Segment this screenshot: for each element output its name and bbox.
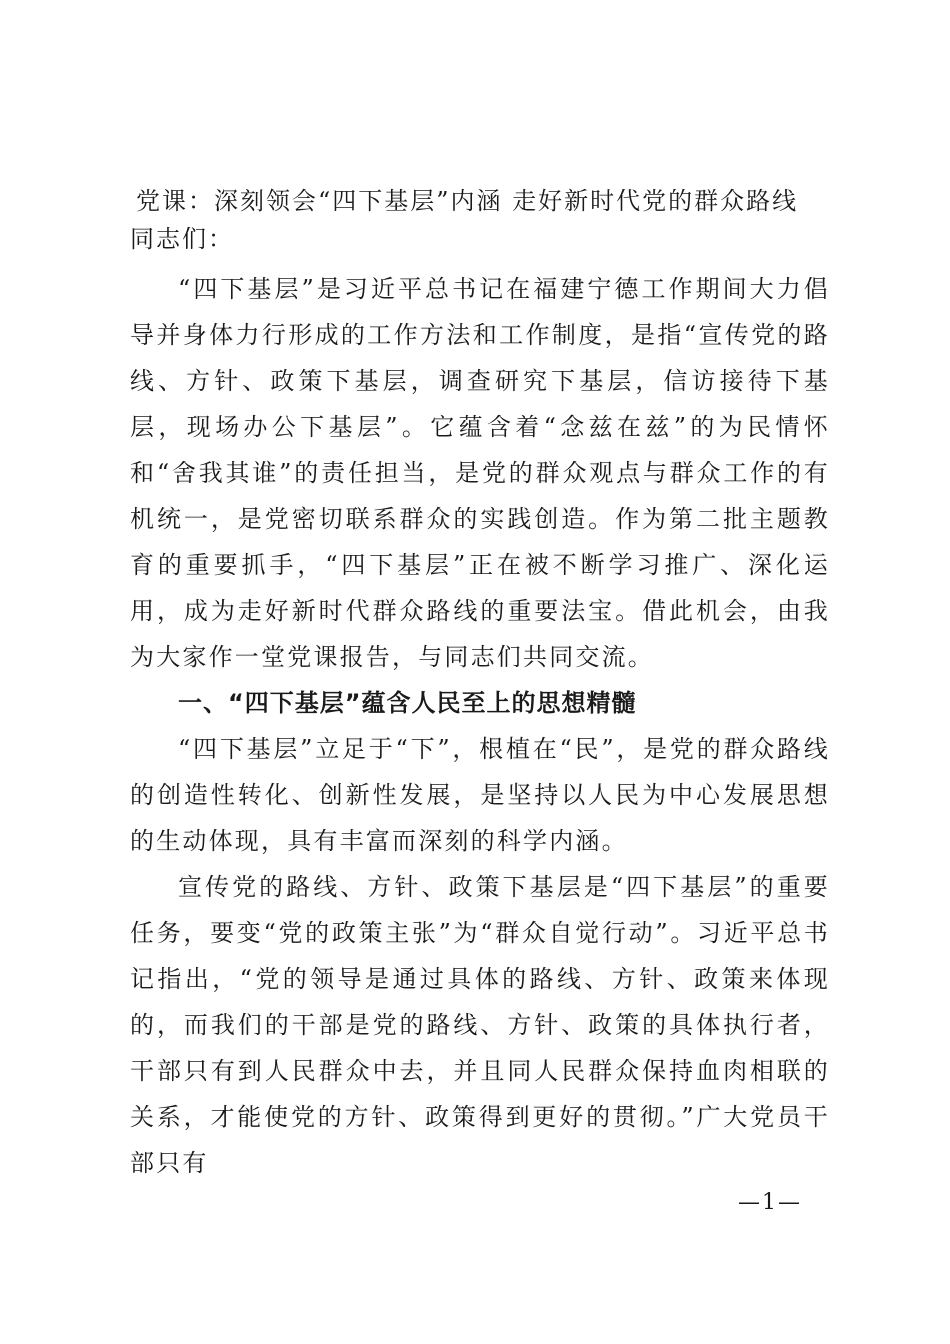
- section-heading: 一、“四下基层”蕴含人民至上的思想精髓: [178, 689, 637, 717]
- greeting: 同志们：: [130, 225, 234, 253]
- document-body: [130, 182, 830, 1186]
- section-paragraph: 宣传党的路线、方针、政策下基层是“四下基层”的重要任务，要变“党的政策主张”为“群众自觉行动”。习近平总书记指出，“党的领导是通过具体的路线、方针、政策来体现的，而我们的干部是党的路线、方针、政策的具体执行者，干部只有到人民群众中去，并且同人民群众保持血肉相联的关系，才能使党的方针、政策得到更好的贯彻。”广大党员干部只有: [130, 873, 830, 1177]
- page-number: —1—: [738, 1190, 802, 1215]
- document-title: 党课：深刻领会“四下基层”内涵 走好新时代党的群众路线: [136, 187, 799, 215]
- section-paragraph: “四下基层”立足于“下”，根植在“民”，是党的群众路线的创造性转化、创新性发展，是坚持以人民为中心发展思想的生动体现，具有丰富而深刻的科学内涵。: [130, 735, 830, 855]
- intro-paragraph: “四下基层”是习近平总书记在福建宁德工作期间大力倡导并身体力行形成的工作方法和工作制度，是指“宣传党的路线、方针、政策下基层，调查研究下基层，信访接待下基层，现场办公下基层”。它蕴含着“念兹在兹”的为民情怀和“舍我其谁”的责任担当，是党的群众观点与群众工作的有机统一，是党密切联系群众的实践创造。作为第二批主题教育的重要抓手，“四下基层”正在被不断学习推广、深化运用，成为走好新时代群众路线的重要法宝。借此机会，由我为大家作一堂党课报告，与同志们共同交流。: [130, 275, 830, 671]
